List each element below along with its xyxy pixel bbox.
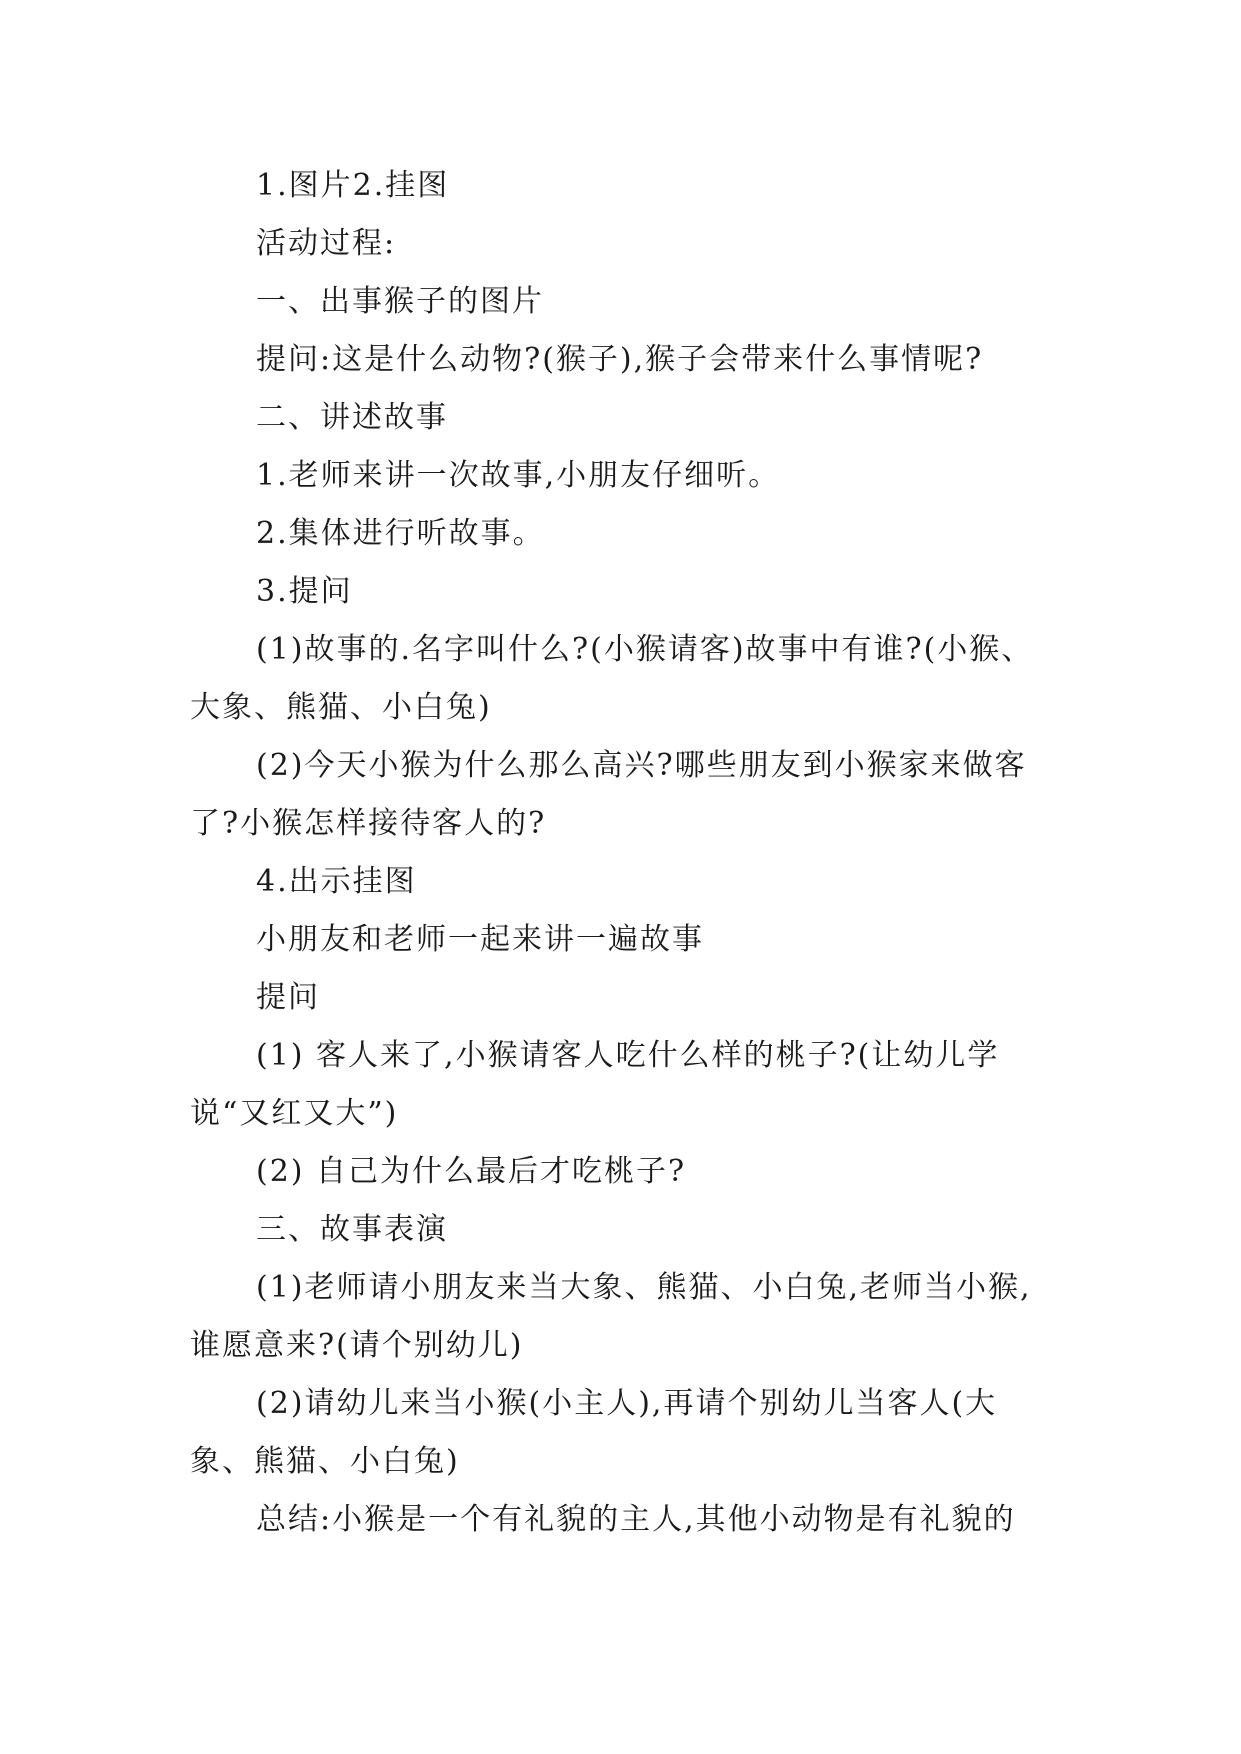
text-line: (1)故事的.名字叫什么?(小猴请客)故事中有谁?(小猴、	[256, 632, 1034, 667]
text-line: 活动过程:	[256, 226, 397, 261]
text-line: (2)今天小猴为什么那么高兴?哪些朋友到小猴家来做客	[256, 748, 1027, 783]
text-line: 提问:这是什么动物?(猴子),猴子会带来什么事情呢?	[256, 342, 984, 377]
text-line: (1)老师请小朋友来当大象、熊猫、小白兔,老师当小猴,	[256, 1270, 1032, 1305]
text-line: 1.图片2.挂图	[256, 168, 450, 203]
text-line: (1) 客人来了,小猴请客人吃什么样的桃子?(让幼儿学	[256, 1038, 1000, 1073]
text-line: 提问	[256, 980, 320, 1015]
text-line: (2) 自己为什么最后才吃桃子?	[256, 1154, 687, 1189]
text-line: 4.出示挂图	[256, 864, 417, 899]
text-line: 1.老师来讲一次故事,小朋友仔细听。	[256, 458, 781, 493]
section-heading: 二、讲述故事	[256, 400, 448, 435]
text-line: 象、熊猫、小白兔)	[190, 1444, 460, 1479]
text-line: 总结:小猴是一个有礼貌的主人,其他小动物是有礼貌的	[256, 1502, 1016, 1537]
text-line: 大象、熊猫、小白兔)	[190, 690, 492, 725]
text-line: 说“又红又大”)	[190, 1096, 399, 1131]
text-line: 2.集体进行听故事。	[256, 516, 545, 551]
text-line: 了?小猴怎样接待客人的?	[190, 806, 547, 841]
text-line: 谁愿意来?(请个别幼儿)	[190, 1328, 524, 1363]
text-line: 小朋友和老师一起来讲一遍故事	[256, 922, 704, 957]
text-line: (2)请幼儿来当小猴(小主人),再请个别幼儿当客人(大	[256, 1386, 998, 1421]
section-heading: 一、出事猴子的图片	[256, 284, 544, 319]
section-heading: 三、故事表演	[256, 1212, 448, 1247]
text-line: 3.提问	[256, 574, 353, 609]
